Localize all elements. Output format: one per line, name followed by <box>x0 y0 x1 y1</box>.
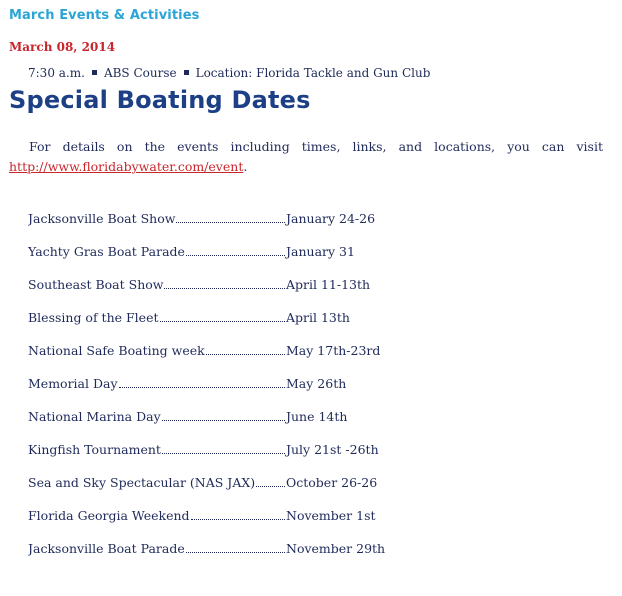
event-name-cell <box>28 277 286 292</box>
event-time: 7:30 a.m. <box>28 66 85 80</box>
list-item <box>28 541 408 574</box>
event-name-cell <box>28 376 286 391</box>
event-name: Kingfish Tournament <box>28 442 161 457</box>
event-name-cell <box>28 442 286 457</box>
list-item <box>28 508 408 541</box>
event-name-cell <box>28 409 286 424</box>
section-title: March Events & Activities <box>9 8 200 23</box>
dot-leader <box>191 518 285 520</box>
intro-paragraph <box>9 137 603 177</box>
event-date-value: October 26-26 <box>286 475 378 490</box>
list-item <box>28 310 408 343</box>
event-date-value: April 13th <box>286 310 350 325</box>
event-name: Blessing of the Fleet <box>28 310 159 325</box>
dot-leader <box>206 353 285 355</box>
dot-leader <box>119 386 285 388</box>
event-date-value: November 29th <box>286 541 386 556</box>
event-date-value: July 21st -26th <box>286 442 379 457</box>
dot-leader <box>162 419 285 421</box>
event-date-value: January 24-26 <box>286 211 376 226</box>
event-date-value: April 11-13th <box>286 277 371 292</box>
event-name: Memorial Day <box>28 376 118 391</box>
event-date-value: June 14th <box>286 409 348 424</box>
event-date-value: January 31 <box>286 244 355 259</box>
event-name-cell <box>28 508 286 523</box>
event-name: National Safe Boating week <box>28 343 205 358</box>
event-name: Jacksonville Boat Parade <box>28 541 185 556</box>
event-name-cell <box>28 541 286 556</box>
event-date-value: November 1st <box>286 508 376 523</box>
event-name: National Marina Day <box>28 409 161 424</box>
dot-leader <box>160 320 286 322</box>
list-item <box>28 442 408 475</box>
event-name-cell <box>28 475 286 490</box>
dot-leader <box>164 287 285 289</box>
page-heading: Special Boating Dates <box>9 86 311 114</box>
dot-leader <box>256 485 285 487</box>
event-name-cell <box>28 343 286 358</box>
event-link[interactable]: http://www.floridabywater.com/event <box>9 159 244 174</box>
list-item <box>28 277 408 310</box>
list-item <box>28 376 408 409</box>
bullet-icon <box>92 70 97 75</box>
event-details <box>28 66 430 80</box>
event-name: Jacksonville Boat Show <box>28 211 176 226</box>
dot-leader <box>186 254 285 256</box>
list-item <box>28 244 408 277</box>
event-name: Florida Georgia Weekend <box>28 508 190 523</box>
event-date-value: May 17th-23rd <box>286 343 381 358</box>
event-name-cell <box>28 211 286 226</box>
bullet-icon <box>184 70 189 75</box>
dot-leader <box>186 551 285 553</box>
event-name: Sea and Sky Spectacular (NAS JAX) <box>28 475 256 490</box>
event-name-cell <box>28 310 286 325</box>
event-location: Location: Florida Tackle and Gun Club <box>195 66 431 80</box>
dot-leader <box>176 221 285 223</box>
list-item <box>28 211 408 244</box>
event-date: March 08, 2014 <box>9 40 116 54</box>
list-item <box>28 343 408 376</box>
intro-text: For details on the events including times, links, and locations, you can visit <box>29 139 603 154</box>
event-course: ABS Course <box>103 66 177 80</box>
event-name: Yachty Gras Boat Parade <box>28 244 185 259</box>
list-item <box>28 475 408 508</box>
list-item <box>28 409 408 442</box>
boating-dates-list <box>28 211 408 574</box>
event-name: Southeast Boat Show <box>28 277 164 292</box>
event-date-value: May 26th <box>286 376 347 391</box>
dot-leader <box>162 452 285 454</box>
event-name-cell <box>28 244 286 259</box>
intro-end: . <box>243 159 248 174</box>
